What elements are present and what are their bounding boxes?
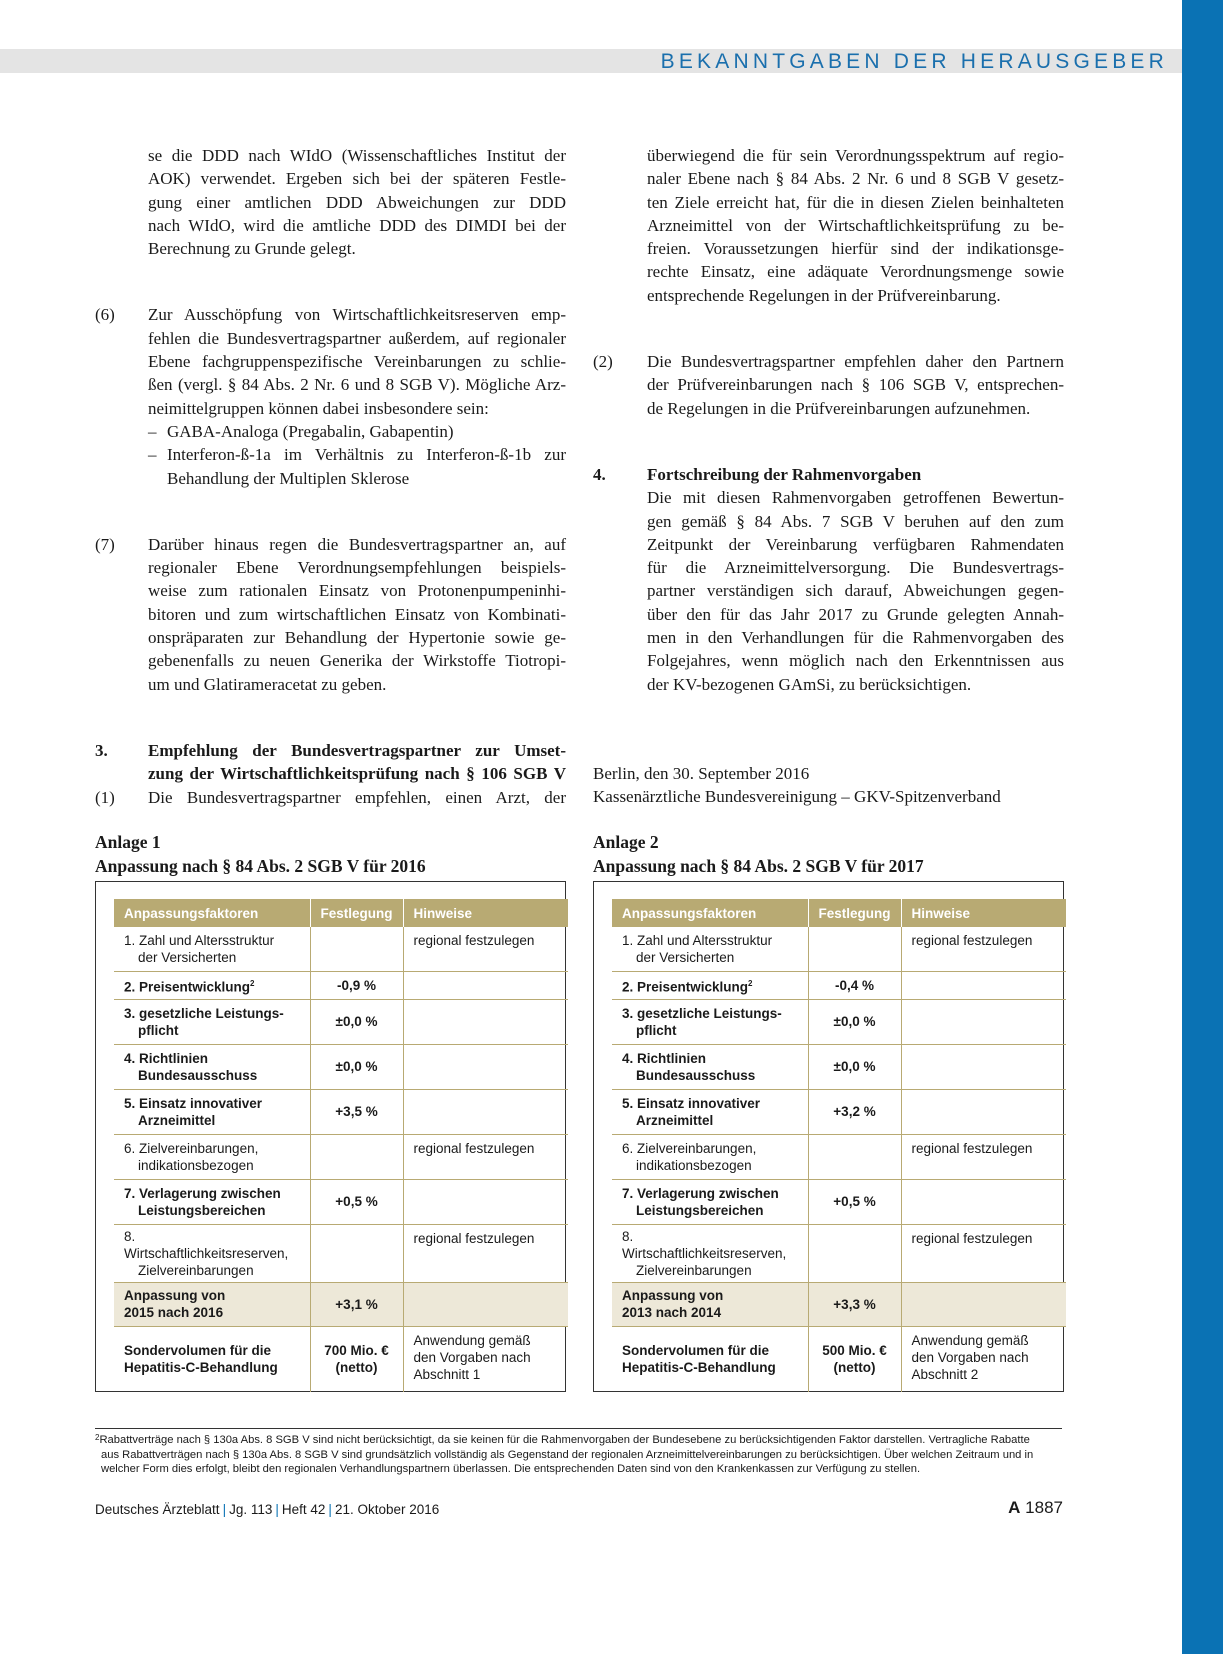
text-line: bitoren und zum wirtschaftlichen Einsatz von Kombinati- (148, 604, 566, 624)
table-row (612, 999, 1066, 1044)
factor-note: regional festzulegen (403, 1134, 568, 1179)
factor-label: 4. Richtlinien Bundesausschuss (114, 1044, 310, 1089)
factor-value (808, 1134, 901, 1179)
list-item: – GABA-Analoga (Pregabalin, Gabapentin) (148, 420, 566, 443)
text-line: ßen (vergl. § 84 Abs. 2 Nr. 6 und 8 SGB V). Mögliche Arz- (148, 375, 566, 395)
text-line: gebenenfalls zu neuen Generika der Wirkstoffe Tiotropi- (148, 651, 566, 671)
factor-value: +0,5 % (808, 1179, 901, 1224)
paragraph-2 (593, 350, 1064, 420)
signature-block (593, 762, 1064, 809)
paragraph-number: (7) (95, 534, 115, 554)
paragraph-number: (1) (95, 787, 115, 807)
factor-value: ±0,0 % (310, 1044, 403, 1089)
factor-value: +3,2 % (808, 1089, 901, 1134)
anlage-title: Anlage 2 (593, 832, 659, 852)
factor-value: ±0,0 % (310, 999, 403, 1044)
table-row (612, 971, 1066, 999)
factor-note (901, 999, 1066, 1044)
right-column (593, 144, 1064, 809)
factor-note: regional festzulegen (901, 1134, 1066, 1179)
sum-note (403, 1282, 568, 1326)
paragraph-number: (2) (593, 352, 613, 372)
factor-label: 7. Verlagerung zwischen Leistungsbereichen (114, 1179, 310, 1224)
factor-value (310, 1134, 403, 1179)
left-intro-paragraph (95, 144, 566, 260)
factor-label: 4. Richtlinien Bundesausschuss (612, 1044, 808, 1089)
table-row (612, 1179, 1066, 1224)
anlage-title: Anlage 1 (95, 832, 161, 852)
table-row (114, 1179, 568, 1224)
sum-value: +3,1 % (310, 1282, 403, 1326)
factor-label: 1. Zahl und Altersstruktur der Versicherten (114, 927, 310, 971)
section-4-heading: Fortschreibung der Rahmenvorgaben (647, 464, 922, 484)
column-header: Hinweise (901, 899, 1066, 927)
factor-value: -0,4 % (808, 971, 901, 999)
table-row (612, 1044, 1066, 1089)
table-row (114, 1089, 568, 1134)
factor-note (901, 1179, 1066, 1224)
special-label: Sondervolumen für die Hepatitis-C-Behandlung (114, 1326, 310, 1392)
text-line: Zeitpunkt der Vereinbarung verfügbaren Rahmendaten (647, 534, 1064, 554)
page-number-value: 1887 (1025, 1498, 1063, 1517)
text-line: nach WIdO, wird die amtliche DDD des DIMDI bei der (148, 215, 566, 235)
paragraph-number: (6) (95, 305, 115, 325)
page-number (1008, 1498, 1063, 1518)
factor-note: regional festzulegen (901, 927, 1066, 971)
journal-issue: Heft 42 (281, 1502, 326, 1517)
text-line: fehlen die Bundesvertragspartner außerdem, auf regionaler (148, 328, 566, 348)
factor-value (310, 927, 403, 971)
table-row (114, 927, 568, 971)
factor-value: +0,5 % (310, 1179, 403, 1224)
table-row (114, 1224, 568, 1282)
text-line: der Prüfvereinbarungen nach § 106 SGB V, entsprechen- (647, 375, 1064, 395)
table-header-row (114, 899, 568, 927)
text-line: Die Bundesvertragspartner empfehlen daher den Partnern (647, 352, 1064, 372)
footnote-line: aus Rabattverträgen nach § 130a Abs. 8 SGB V sind grundsätzlich vollständig als Gegenstand der regionalen Arzneimittelvereinbarungen zu berücksichtigen. Über welchen Zeitraum und in (101, 1448, 1034, 1461)
special-value: 700 Mio. € (netto) (310, 1326, 403, 1392)
text-line: gen gemäß § 84 Abs. 7 SGB V beruhen auf den zum (647, 511, 1064, 531)
column-header: Festlegung (310, 899, 403, 927)
special-value: 500 Mio. € (netto) (808, 1326, 901, 1392)
page-prefix: A (1008, 1498, 1021, 1517)
factor-value (310, 1224, 403, 1282)
special-volume-row (612, 1326, 1066, 1392)
section-3-paragraph-1 (95, 786, 566, 809)
journal-date: 21. Oktober 2016 (334, 1502, 440, 1517)
journal-volume: Jg. 113 (229, 1502, 273, 1517)
text-line: Die Bundesvertragspartner empfehlen, einen Arzt, der (148, 787, 566, 807)
text-line: partner verständigen sich darauf, Abweichungen gegen- (647, 581, 1064, 601)
factor-value (808, 927, 901, 971)
anlage-1-heading (95, 830, 426, 878)
text-line: de Regelungen in die Prüfvereinbarungen aufzunehmen. (647, 398, 1031, 418)
special-label: Sondervolumen für die Hepatitis-C-Behandlung (612, 1326, 808, 1392)
text-line: Darüber hinaus regen die Bundesvertragspartner an, auf (148, 534, 566, 554)
text-line: Berechnung zu Grunde gelegt. (148, 239, 356, 259)
text-line: Empfehlung der Bundesvertragspartner zur Umset- (148, 740, 566, 760)
factor-note: regional festzulegen (901, 1224, 1066, 1282)
factor-label: 5. Einsatz innovativer Arzneimittel (612, 1089, 808, 1134)
table-row (612, 1134, 1066, 1179)
factor-note (403, 1044, 568, 1089)
column-header: Anpassungsfaktoren (114, 899, 310, 927)
section-title: BEKANNTGABEN DER HERAUSGEBER (660, 50, 1168, 73)
footnote-mark: 2 (95, 1433, 100, 1442)
factor-note: regional festzulegen (403, 927, 568, 971)
text-line: men in den Verhandlungen für die Rahmenvorgaben des (647, 628, 1064, 648)
factor-note (901, 971, 1066, 999)
text-line: regionaler Ebene Verordnungsempfehlungen beispiels- (148, 558, 566, 578)
anlage-2-box (593, 881, 1064, 1392)
text-line: freien. Voraussetzungen hierfür sind der indikationsge- (647, 239, 1064, 259)
text-line: onspräparaten zur Behandlung der Hypertonie sowie ge- (148, 628, 566, 648)
table-row (612, 1089, 1066, 1134)
paragraph-7 (95, 533, 566, 696)
sum-row (114, 1282, 568, 1326)
factor-label: 8. Wirtschaftlichkeitsreserven, Zielvereinbarungen (114, 1224, 310, 1282)
sum-note (901, 1282, 1066, 1326)
text-line: GABA-Analoga (Pregabalin, Gabapentin) (167, 421, 454, 441)
text-line: naler Ebene nach § 84 Abs. 2 Nr. 6 und 8 SGB V gesetz- (647, 169, 1064, 189)
paragraph-6 (95, 303, 566, 489)
text-line: rechte Einsatz, eine adäquate Verordnungsmenge sowie (647, 262, 1064, 282)
footnote-divider (95, 1428, 1062, 1429)
table-row (612, 927, 1066, 971)
table-row (114, 999, 568, 1044)
text-line: für die Arzneimittelversorgung. Die Bundesvertrags- (647, 558, 1064, 578)
factor-value: +3,5 % (310, 1089, 403, 1134)
anlage-subtitle: Anpassung nach § 84 Abs. 2 SGB V für 2017 (593, 856, 924, 876)
factor-label: 3. gesetzliche Leistungs- pflicht (612, 999, 808, 1044)
text-line: zung der Wirtschaftlichkeitsprüfung nach § 106 SGB V (148, 764, 566, 784)
factor-value (808, 1224, 901, 1282)
text-line: Interferon-ß-1a im Verhältnis zu Interferon-ß-1b zur (167, 445, 566, 465)
factor-label: 8. Wirtschaftlichkeitsreserven, Zielvereinbarungen (612, 1224, 808, 1282)
text-line: überwiegend die für sein Verordnungsspektrum auf regio- (647, 146, 1064, 165)
factor-note (403, 971, 568, 999)
journal-name: Deutsches Ärzteblatt (95, 1502, 220, 1517)
factor-note (403, 1089, 568, 1134)
table-header-row (612, 899, 1066, 927)
footnote (95, 1431, 1062, 1477)
text-line: der KV-bezogenen GAmSi, zu berücksichtigen. (647, 674, 972, 694)
sum-label: Anpassung von 2013 nach 2014 (612, 1282, 808, 1326)
list-item: – Interferon-ß-1a im Verhältnis zu Interferon-ß-1b zur Behandlung der Multiplen Sklerose (148, 443, 566, 490)
side-color-bar (1182, 0, 1223, 1654)
special-note: Anwendung gemäß den Vorgaben nach Abschnitt 2 (911, 1332, 1029, 1382)
factor-value: ±0,0 % (808, 999, 901, 1044)
factor-label: 3. gesetzliche Leistungs- pflicht (114, 999, 310, 1044)
anlage-2-heading (593, 830, 924, 878)
text-line: um und Glatirameracetat zu geben. (148, 674, 387, 694)
text-line: gung einer amtlichen DDD Abweichungen zur DDD (148, 192, 566, 212)
section-number: 3. (95, 740, 108, 760)
text-line: ten Ziele erreicht hat, für die in diesen Zielen beinhalteten (647, 192, 1064, 212)
page-footer: Deutsches Ärzteblatt | Jg. 113 | Heft 42 | 21. Oktober 2016 (95, 1502, 440, 1517)
factor-label: 7. Verlagerung zwischen Leistungsbereichen (612, 1179, 808, 1224)
text-line: Folgejahres, wenn möglich nach den Erkenntnissen aus (647, 651, 1064, 671)
column-header: Festlegung (808, 899, 901, 927)
factor-label: 6. Zielvereinbarungen, indikationsbezogen (114, 1134, 310, 1179)
factor-value: ±0,0 % (808, 1044, 901, 1089)
anlage-1-table (114, 899, 568, 1392)
factor-note (901, 1044, 1066, 1089)
column-header: Hinweise (403, 899, 568, 927)
column-header: Anpassungsfaktoren (612, 899, 808, 927)
section-number: 4. (593, 464, 606, 484)
signature-place-date: Berlin, den 30. September 2016 (593, 763, 810, 783)
left-column (95, 144, 566, 809)
factor-value: -0,9 % (310, 971, 403, 999)
right-intro-paragraph (593, 144, 1064, 307)
text-line: weise zum rationalen Einsatz von Protonenpumpeninhi- (148, 581, 566, 601)
factor-label: 2. Preisentwicklung$^2$ (612, 971, 808, 999)
text-line: se die DDD nach WIdO (Wissenschaftliches Institut der (148, 146, 566, 165)
table-row (612, 1224, 1066, 1282)
text-line: entsprechende Regelungen in der Prüfvereinbarung. (647, 285, 1001, 305)
text-line: Zur Ausschöpfung von Wirtschaftlichkeitsreserven emp- (148, 305, 566, 325)
text-line: Ebene fachgruppenspezifische Vereinbarungen zu schlie- (148, 352, 566, 372)
table-row (114, 971, 568, 999)
text-line: über den für das Jahr 2017 zu Grunde gelegten Annah- (647, 604, 1064, 624)
anlage-1-box (95, 881, 566, 1392)
factor-label: 1. Zahl und Altersstruktur der Versicherten (612, 927, 808, 971)
table-row (114, 1044, 568, 1089)
footnote-line: welcher Form dies erfolgt, bleibt den regionalen Verhandlungspartnern überlassen. Die entsprechenden Daten sind von den Krankenkassen zur Verfügung zu stellen. (101, 1463, 921, 1475)
sum-label: Anpassung von 2015 nach 2016 (114, 1282, 310, 1326)
factor-label: 6. Zielvereinbarungen, indikationsbezogen (612, 1134, 808, 1179)
factor-note: regional festzulegen (403, 1224, 568, 1282)
text-line: neimittelgruppen können dabei insbesondere sein: (148, 398, 489, 418)
factor-label: 2. Preisentwicklung$^2$ (114, 971, 310, 999)
footnote-line: $^2$Rabattverträge nach § 130a Abs. 8 SGB V sind nicht berücksichtigt, da sie keinen für die Rahmenvorgaben der Bundesebene zu berücksichtigenden Faktor darstellen. Vertragliche Rabatte (95, 1433, 1030, 1446)
factor-label: 5. Einsatz innovativer Arzneimittel (114, 1089, 310, 1134)
factor-note (403, 999, 568, 1044)
text-line: AOK) verwendet. Ergeben sich bei der späteren Festle- (148, 169, 566, 189)
text-line: Arzneimittel von der Wirtschaftlichkeitsprüfung zu be- (647, 215, 1064, 235)
anlage-subtitle: Anpassung nach § 84 Abs. 2 SGB V für 2016 (95, 856, 426, 876)
sum-value: +3,3 % (808, 1282, 901, 1326)
anlage-2-table (612, 899, 1066, 1392)
signature-parties: Kassenärztliche Bundesvereinigung – GKV-Spitzenverband (593, 787, 1001, 807)
special-note: Anwendung gemäß den Vorgaben nach Abschnitt 1 (413, 1332, 531, 1382)
text-line: Behandlung der Multiplen Sklerose (167, 468, 410, 488)
factor-note (901, 1089, 1066, 1134)
sum-row (612, 1282, 1066, 1326)
section-3-heading (95, 739, 566, 786)
section-4 (593, 463, 1064, 696)
factor-note (403, 1179, 568, 1224)
text-line: Die mit diesen Rahmenvorgaben getroffenen Bewertun- (647, 488, 1064, 508)
special-volume-row (114, 1326, 568, 1392)
table-row (114, 1134, 568, 1179)
